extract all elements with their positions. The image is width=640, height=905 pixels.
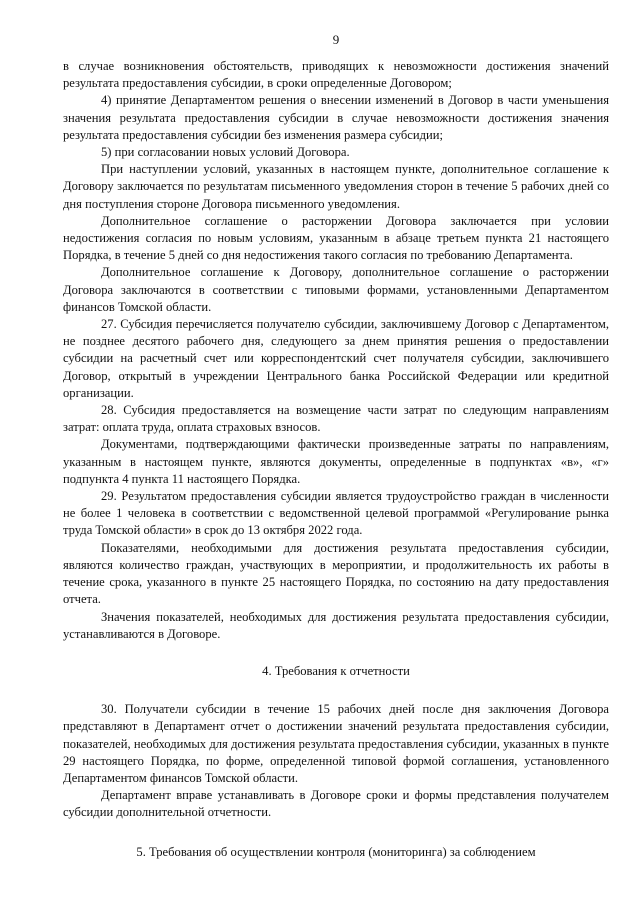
paragraph: 4) принятие Департаментом решения о внесении изменений в Договор в части уменьшения значения результата предоставления субсидии в случае невозможности достижения значения результата предоставления субсидии без изменения размера субсидии;	[63, 93, 609, 142]
paragraph: Показателями, необходимыми для достижения результата предоставления субсидии, являются количество граждан, участвующих в мероприятии, и продолжительность их работы в течение срока, указанного в пункте 25 настоящего Порядка, по состоянию на дату предоставления отчета.	[63, 540, 609, 607]
page-number: 9	[332, 32, 340, 47]
paragraph: Документами, подтверждающими фактически произведенные затраты по направлениям, указанным в настоящем пункте, являются документы, определенные в подпунктах «в», «г» подпункта 4 пункта 11 настоящего Порядка.	[63, 437, 609, 486]
section-heading: 5. Требования об осуществлении контроля (мониторинга) за соблюдением	[136, 844, 536, 859]
paragraph: 5) при согласовании новых условий Договора.	[101, 145, 350, 160]
paragraph: 27. Субсидия перечисляется получателю субсидии, заключившему Договор с Департаментом, не позднее десятого рабочего дня, следующего за днем принятия решения о предоставлении субсидии на расчетный счет или корреспондентский счет получателя субсидии, заключившего Договор, открытый в учреждении Центрального банка Российской Федерации или кредитной организации.	[63, 317, 609, 400]
paragraph: Дополнительное соглашение о расторжении Договора заключается при условии недостижения согласия по новым условиям, указанным в абзаце третьем пункта 21 настоящего Порядка, в течение 5 дней со дня недостижения такого согласия по требованию Департамента.	[63, 213, 609, 263]
paragraph: 28. Субсидия предоставляется на возмещение части затрат по следующим направлениям затрат: оплата труда, оплата страховых взносов.	[63, 403, 609, 435]
document-body	[63, 58, 609, 861]
paragraph: При наступлении условий, указанных в настоящем пункте, дополнительное соглашение к Договору заключается по результатам письменного уведомления сторон в течение 5 рабочих дней со дня поступления стороне Договора письменного уведомления.	[63, 162, 609, 211]
paragraph: 30. Получатели субсидии в течение 15 рабочих дней после дня заключения Договора представляют в Департамент отчет о достижении значений результата предоставления субсидии, показателей, необходимых для достижения результата предоставления субсидии, указанных в пункте 29 настоящего Порядка, по форме, определенной типовой формой соглашения, установленного Департаментом финансов Томской области.	[63, 702, 609, 785]
paragraph: 29. Результатом предоставления субсидии является трудоустройство граждан в численности не более 1 человека в соответствии с ведомственной целевой программой «Регулирование рынка труда Томской области» в срок до 13 октября 2022 года.	[63, 489, 609, 538]
paragraph: Дополнительное соглашение к Договору, дополнительное соглашение о расторжении Договора заключаются в соответствии с типовыми формами, установленными Департаментом финансов Томской области.	[63, 265, 609, 314]
paragraph: Департамент вправе устанавливать в Договоре сроки и формы представления получателем субсидии дополнительной отчетности.	[63, 788, 609, 820]
section-heading: 4. Требования к отчетности	[262, 663, 410, 678]
paragraph: в случае возникновения обстоятельств, приводящих к невозможности достижения значений результата предоставления субсидии, в сроки определенные Договором;	[63, 59, 609, 91]
paragraph: Значения показателей, необходимых для достижения результата предоставления субсидии, устанавливаются в Договоре.	[63, 609, 609, 641]
